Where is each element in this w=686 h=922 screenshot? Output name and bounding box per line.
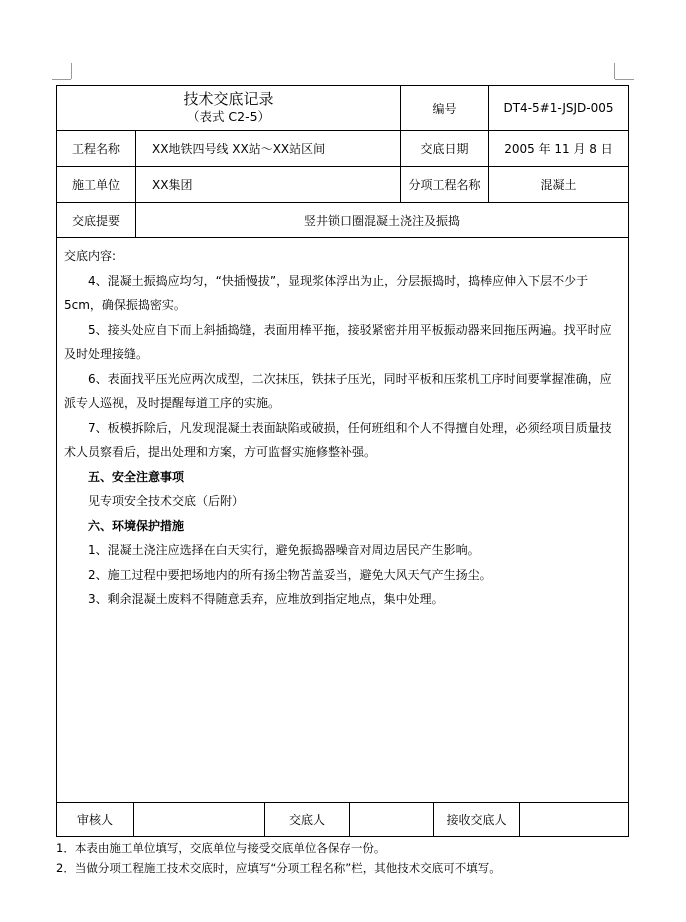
content-item: 5、接头处应自下而上斜插捣缝，表面用棒平拖，接驳紧密并用平板振动器来回拖压两遍。找平时应及时处理接缝。: [64, 322, 612, 361]
crop-mark: [52, 79, 71, 80]
number-value: DT4-5#1-JSJD-005: [488, 86, 628, 130]
safety-section-title: 五、安全注意事项: [88, 469, 185, 484]
footnote: 2．当做分项工程施工技术交底时，应填写“分项工程名称”栏，其他技术交底可不填写。: [56, 861, 501, 875]
safety-text: 见专项安全技术交底（后附）: [88, 494, 245, 508]
unit-label: 施工单位: [71, 178, 120, 192]
summary-label: 交底提要: [71, 213, 120, 228]
content-item: 6、表面找平压光应两次成型，二次抹压，铁抹子压光，同时平板和压浆机工序时间要掌握准确，应派专人巡视，及时提醒每道工序的实施。: [64, 371, 612, 410]
date-label: 交底日期: [400, 131, 488, 166]
form-code: （表式 C2-5）: [186, 109, 271, 124]
content-item: 7、板模拆除后，凡发现混凝土表面缺陷或破损，任何班组和个人不得擅自处理，必须经项目质量技术人员察看后，提出处理和方案，方可监督实施修整补强。: [64, 420, 612, 459]
unit-value: XX集团: [135, 167, 400, 202]
disclosure-content: [57, 237, 628, 802]
crop-mark: [71, 63, 72, 79]
environment-item: 1、混凝土浇注应选择在白天实行，避免振捣器噪音对周边居民产生影响。: [88, 543, 480, 557]
environment-section-title: 六、环境保护措施: [88, 518, 185, 533]
reviewer-signature: [133, 803, 264, 836]
crop-mark: [615, 79, 634, 80]
title-row: [57, 86, 628, 130]
signature-row: [57, 802, 628, 836]
project-value: XX地铁四号线 XX站～XX站区间: [135, 131, 400, 166]
content-item: 4、混凝土振捣应均匀，“快插慢拔”，显现浆体浮出为止，分层振捣时，捣棒应伸入下层不少于 5cm，确保振捣密实。: [64, 273, 589, 312]
receiver-signature: [519, 803, 628, 836]
summary-row: [57, 202, 628, 237]
disclosure-record-form: [56, 85, 629, 837]
environment-item: 2、施工过程中要把场地内的所有扬尘物苫盖妥当，避免大风天气产生扬尘。: [88, 567, 492, 582]
subitem-label: 分项工程名称: [400, 167, 488, 202]
content-heading: 交底内容:: [64, 249, 117, 263]
footnote: 1．本表由施工单位填写，交底单位与接受交底单位各保存一份。: [56, 841, 386, 855]
project-row: [57, 130, 628, 166]
reviewer-label: 审核人: [76, 813, 113, 827]
summary-value: 竖井锁口圈混凝土浇注及振捣: [135, 203, 628, 237]
footnotes: [56, 838, 656, 878]
form-title: 技术交底记录: [183, 90, 274, 108]
date-value: 2005 年 11 月 8 日: [488, 131, 628, 166]
form-title-cell: [57, 86, 400, 130]
discloser-label: 交底人: [264, 803, 349, 836]
crop-mark: [614, 63, 615, 79]
receiver-label: 接收交底人: [433, 803, 519, 836]
unit-row: [57, 166, 628, 202]
discloser-signature: [349, 803, 433, 836]
number-label: 编号: [400, 86, 488, 130]
project-label: 工程名称: [71, 142, 120, 156]
environment-item: 3、剩余混凝土废料不得随意丢弃，应堆放到指定地点，集中处理。: [88, 592, 444, 606]
subitem-value: 混凝土: [488, 167, 628, 202]
